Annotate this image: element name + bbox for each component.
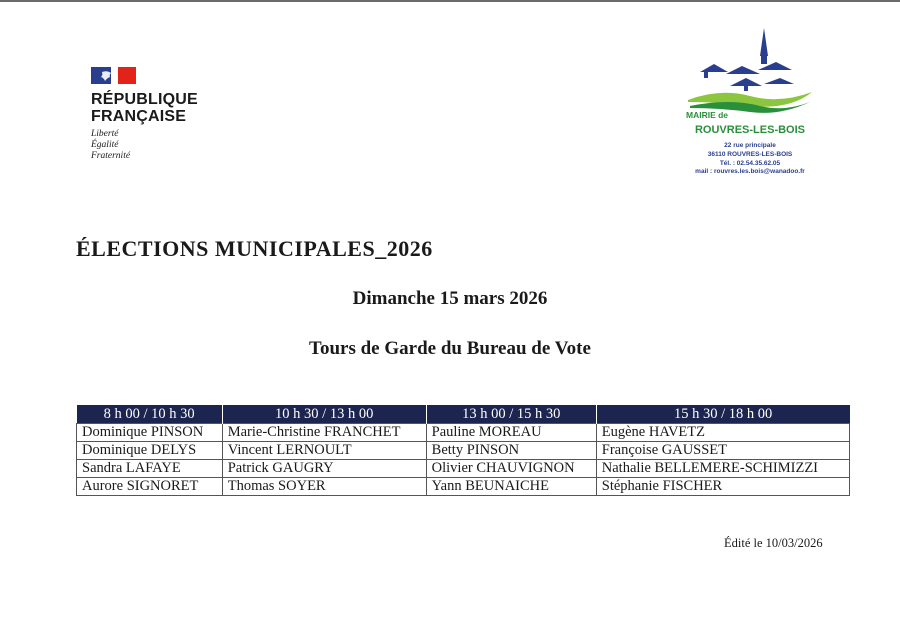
column-header: 13 h 00 / 15 h 30 [426,405,596,424]
page-subtitle: Tours de Garde du Bureau de Vote [309,338,591,359]
table-cell: Thomas SOYER [222,478,426,496]
table-cell: Pauline MOREAU [426,424,596,442]
shift-table [76,405,850,496]
table-cell: Patrick GAUGRY [222,460,426,478]
rf-name-line2: FRANÇAISE [91,108,187,125]
mairie-city: 36110 ROUVRES-LES-BOIS [707,150,793,158]
rf-name-line1: RÉPUBLIQUE [91,91,198,108]
motto-fraternite: Fraternité [91,151,131,161]
table-header-row [77,405,850,424]
column-header: 10 h 30 / 13 h 00 [222,405,426,424]
table-cell: Nathalie BELLEMERE-SCHIMIZZI [596,460,849,478]
column-header: 8 h 00 / 10 h 30 [77,405,223,424]
table-cell: Eugène HAVETZ [596,424,849,442]
marianne-flag-icon [91,67,136,84]
table-cell: Sandra LAFAYE [77,460,223,478]
motto [91,129,198,162]
top-border [0,0,900,2]
table-cell: Dominique DELYS [77,442,223,460]
republique-francaise-logo [91,67,198,162]
table-row [77,478,850,496]
mairie-logo [680,28,820,176]
table-cell: Marie-Christine FRANCHET [222,424,426,442]
table-cell: Vincent LERNOULT [222,442,426,460]
motto-egalite: Égalité [91,140,119,150]
table-cell: Betty PINSON [426,442,596,460]
table-cell: Françoise GAUSSET [596,442,849,460]
motto-liberte: Liberté [91,129,119,139]
election-date: Dimanche 15 mars 2026 [352,288,548,309]
edit-date: Édité le 10/03/2026 [724,536,823,550]
mairie-phone: Tél. : 02.54.35.62.05 [719,159,781,167]
mairie-contact [680,142,820,177]
page-title: ÉLECTIONS MUNICIPALES_2026 [76,236,433,261]
table-cell: Dominique PINSON [77,424,223,442]
table-cell: Olivier CHAUVIGNON [426,460,596,478]
table-row [77,442,850,460]
column-header: 15 h 30 / 18 h 00 [596,405,849,424]
village-church-icon [680,28,820,118]
mairie-address: 22 rue principale [724,142,776,149]
table-cell: Yann BEUNAICHE [426,478,596,496]
table-cell: Aurore SIGNORET [77,478,223,496]
mairie-label: MAIRIE de [686,110,729,120]
mairie-mail: mail : rouvres.les.bois@wanadoo.fr [695,168,805,176]
republique-name [91,91,198,125]
table-row [77,424,850,442]
table-cell: Stéphanie FISCHER [596,478,849,496]
mairie-town-name: ROUVRES-LES-BOIS [694,124,805,136]
table-row [77,460,850,478]
